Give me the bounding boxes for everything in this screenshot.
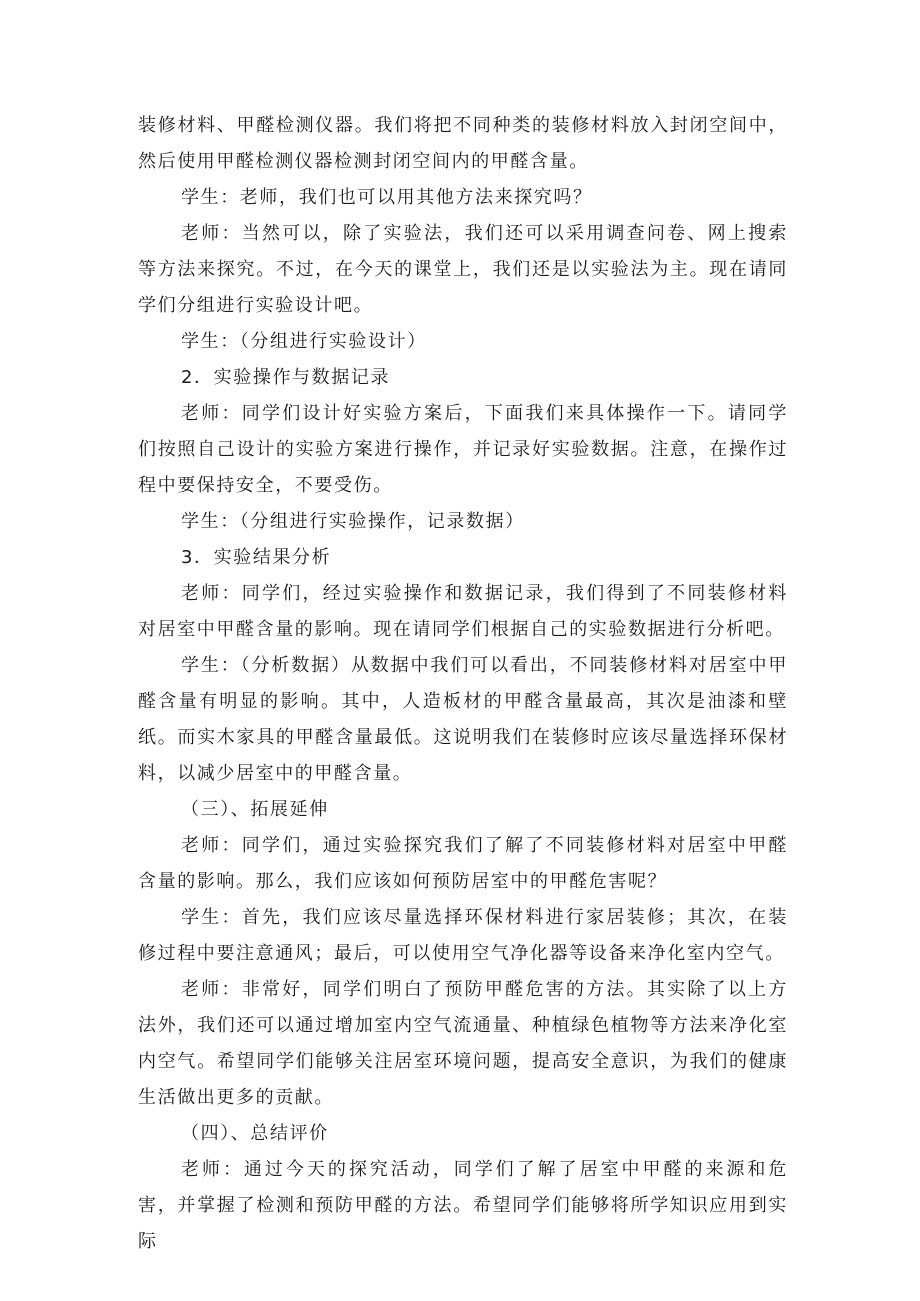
dialogue-teacher-prevention: 老师：同学们，通过实验探究我们了解了不同装修材料对居室中甲醛含量的影响。那么，我们应该如何预防居室中的甲醛危害呢？ — [138, 835, 788, 892]
dialogue-teacher-summary-methods: 老师：非常好，同学们明白了预防甲醛危害的方法。其实除了以上方法外，我们还可以通过增加室内空气流通量、种植绿色植物等方法来净化室内空气。希望同学们能够关注居室环境问题，提高安全意识，为我们的健康生活做出更多的贡献。 — [138, 979, 788, 1108]
dialogue-student-operation: 学生：（分组进行实验操作，记录数据） — [181, 511, 525, 532]
subsection-heading-3: 3．实验结果分析 — [181, 547, 332, 568]
dialogue-student-question: 学生：老师，我们也可以用其他方法来探究吗？ — [181, 187, 593, 208]
section-heading-evaluation: （四）、总结评价 — [181, 1123, 329, 1144]
document-body — [138, 108, 788, 1260]
dialogue-student-prevention: 学生：首先，我们应该尽量选择环保材料进行家居装修；其次，在装修过程中要注意通风；最后，可以使用空气净化器等设备来净化室内空气。 — [138, 907, 788, 964]
section-heading-extension: （三）、拓展延伸 — [181, 799, 329, 820]
dialogue-teacher-operation: 老师：同学们设计好实验方案后，下面我们来具体操作一下。请同学们按照自己设计的实验方案进行操作，并记录好实验数据。注意，在操作过程中要保持安全，不要受伤。 — [138, 403, 788, 496]
dialogue-teacher-analysis: 老师：同学们，经过实验操作和数据记录，我们得到了不同装修材料对居室中甲醛含量的影响。现在请同学们根据自己的实验数据进行分析吧。 — [138, 583, 788, 640]
subsection-heading-2: 2．实验操作与数据记录 — [181, 367, 391, 388]
dialogue-teacher-conclusion: 老师：通过今天的探究活动，同学们了解了居室中甲醛的来源和危害，并掌握了检测和预防甲醛的方法。希望同学们能够将所学知识应用到实际 — [138, 1159, 788, 1252]
paragraph-continuation: 装修材料、甲醛检测仪器。我们将把不同种类的装修材料放入封闭空间中，然后使用甲醛检测仪器检测封闭空间内的甲醛含量。 — [138, 115, 788, 172]
dialogue-student-analysis: 学生：（分析数据）从数据中我们可以看出，不同装修材料对居室中甲醛含量有明显的影响。其中，人造板材的甲醛含量最高，其次是油漆和壁纸。而实木家具的甲醛含量最低。这说明我们在装修时应该尽量选择环保材料，以减少居室中的甲醛含量。 — [138, 655, 788, 784]
dialogue-student-design: 学生：（分组进行实验设计） — [181, 331, 427, 352]
dialogue-teacher-methods: 老师：当然可以，除了实验法，我们还可以采用调查问卷、网上搜索等方法来探究。不过，在今天的课堂上，我们还是以实验法为主。现在请同学们分组进行实验设计吧。 — [138, 223, 788, 316]
